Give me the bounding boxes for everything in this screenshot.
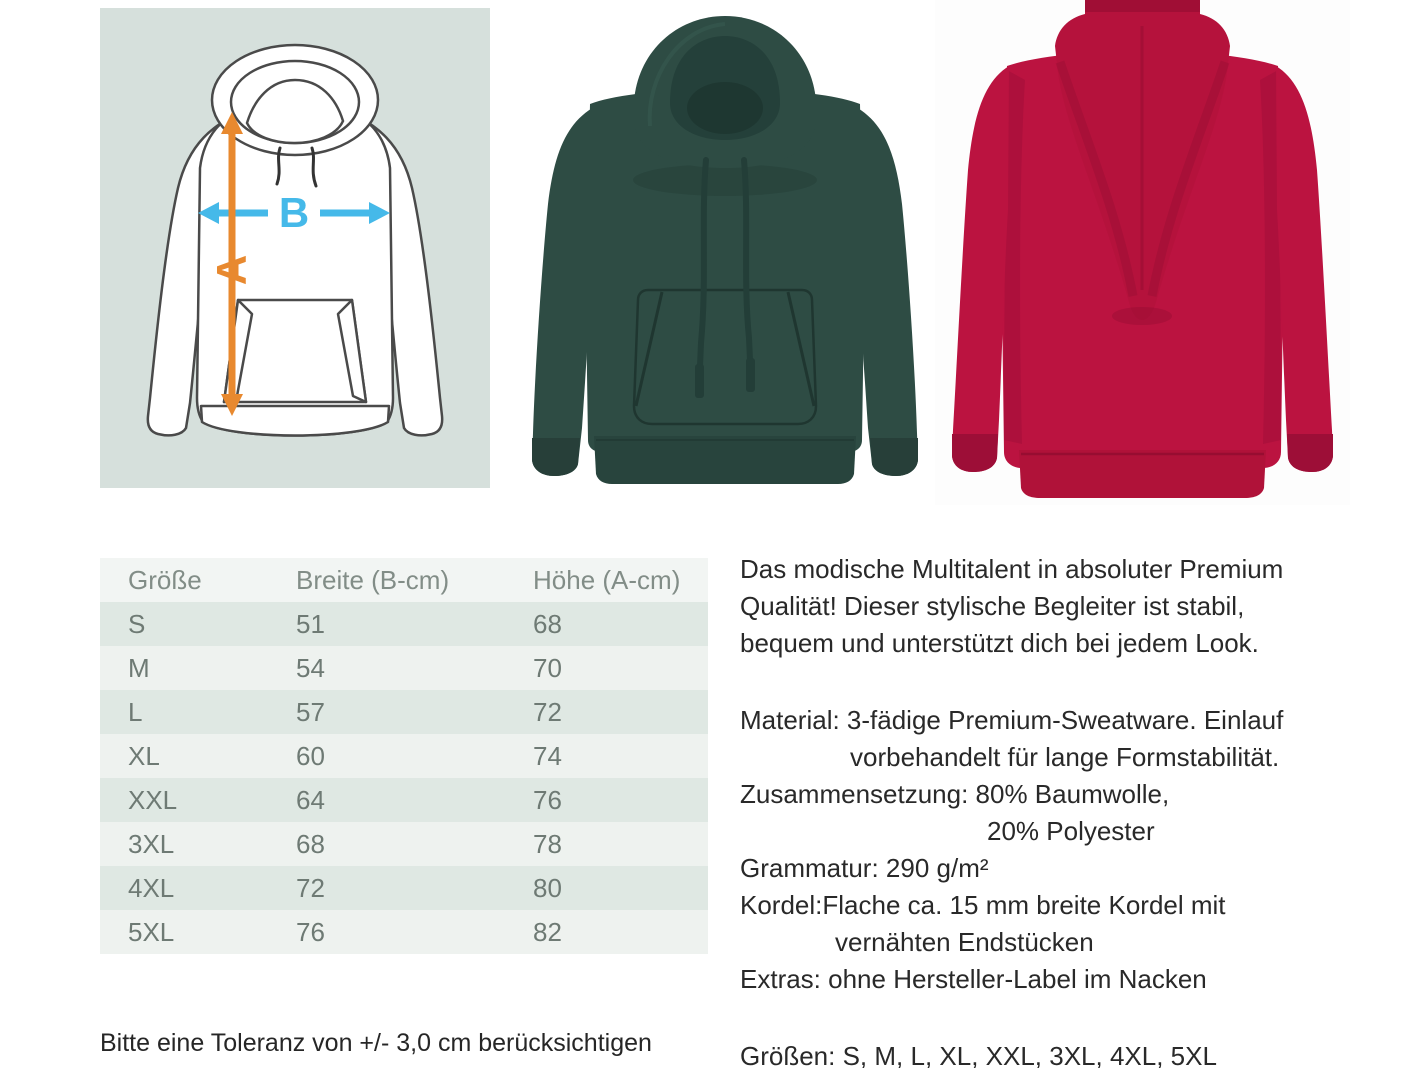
- table-cell-breite: 54: [296, 652, 325, 683]
- description-line: Grammatur: 290 g/m²: [740, 853, 989, 883]
- description-line: Extras: ohne Hersteller-Label im Nacken: [740, 964, 1207, 994]
- red-hoodie-back-image: [935, 0, 1350, 505]
- size-table: [100, 558, 708, 954]
- table-row: [100, 734, 708, 778]
- table-cell-breite: 51: [296, 608, 325, 639]
- column-header-hoehe: Höhe (A-cm): [533, 564, 681, 595]
- description-line: Zusammensetzung: 80% Baumwolle,: [740, 779, 1170, 809]
- product-photo-front-green[interactable]: [520, 8, 930, 490]
- table-cell-breite: 68: [296, 828, 325, 859]
- table-cell-breite: 64: [296, 784, 325, 815]
- description-line: vorbehandelt für lange Formstabilität.: [850, 742, 1280, 772]
- table-cell-size: L: [128, 696, 143, 727]
- table-cell-hoehe: 72: [533, 696, 562, 727]
- table-row: [100, 690, 708, 734]
- table-cell-size: 4XL: [128, 872, 175, 903]
- hood-outline: [212, 45, 378, 155]
- table-cell-breite: 60: [296, 740, 325, 771]
- height-label-a: A: [208, 254, 255, 286]
- table-row: [100, 822, 708, 866]
- description-line: Kordel:Flache ca. 15 mm breite Kordel mit: [740, 890, 1226, 920]
- table-row: [100, 910, 708, 954]
- table-cell-hoehe: 76: [533, 784, 562, 815]
- product-description: [740, 551, 1424, 1068]
- table-cell-size: S: [128, 608, 146, 639]
- table-row: [100, 866, 708, 910]
- hoodie-measurement-diagram: [100, 8, 490, 488]
- description-spacer: [740, 662, 1424, 702]
- table-cell-size: XL: [128, 740, 160, 771]
- table-cell-breite: 72: [296, 872, 325, 903]
- description-line: Material: 3-fädige Premium-Sweatware. Einlauf: [740, 705, 1284, 735]
- description-line: vernähten Endstücken: [835, 927, 1094, 957]
- column-header-groesse: Größe: [128, 564, 202, 595]
- description-line: Größen: S, M, L, XL, XXL, 3XL, 4XL, 5XL: [740, 1041, 1217, 1068]
- description-line: Qualität! Dieser stylische Begleiter ist stabil,: [740, 591, 1245, 621]
- table-cell-size: 5XL: [128, 916, 175, 947]
- description-line: 20% Polyester: [987, 816, 1155, 846]
- description-line: Das modische Multitalent in absoluter Premium: [740, 554, 1284, 584]
- table-cell-size: XXL: [128, 784, 178, 815]
- size-table-header: [100, 558, 708, 602]
- table-cell-hoehe: 68: [533, 608, 562, 639]
- column-header-breite: Breite (B-cm): [296, 564, 450, 595]
- table-cell-size: M: [128, 652, 150, 683]
- table-cell-hoehe: 74: [533, 740, 562, 771]
- description-line: bequem und unterstützt dich bei jedem Look.: [740, 628, 1259, 658]
- description-spacer: [740, 998, 1424, 1038]
- table-cell-hoehe: 80: [533, 872, 562, 903]
- width-label-b: B: [278, 189, 310, 236]
- table-row: [100, 602, 708, 646]
- table-cell-breite: 76: [296, 916, 325, 947]
- table-cell-breite: 57: [296, 696, 325, 727]
- green-hoodie-front-image: [520, 8, 930, 490]
- table-cell-hoehe: 70: [533, 652, 562, 683]
- tolerance-note: Bitte eine Toleranz von +/- 3,0 cm berücksichtigen: [100, 1029, 652, 1057]
- table-cell-size: 3XL: [128, 828, 175, 859]
- size-diagram-image[interactable]: [100, 8, 490, 488]
- product-photo-back-red[interactable]: [935, 0, 1350, 505]
- table-cell-hoehe: 78: [533, 828, 562, 859]
- table-cell-hoehe: 82: [533, 916, 562, 947]
- size-table-body: [100, 602, 708, 954]
- table-row: [100, 646, 708, 690]
- table-row: [100, 778, 708, 822]
